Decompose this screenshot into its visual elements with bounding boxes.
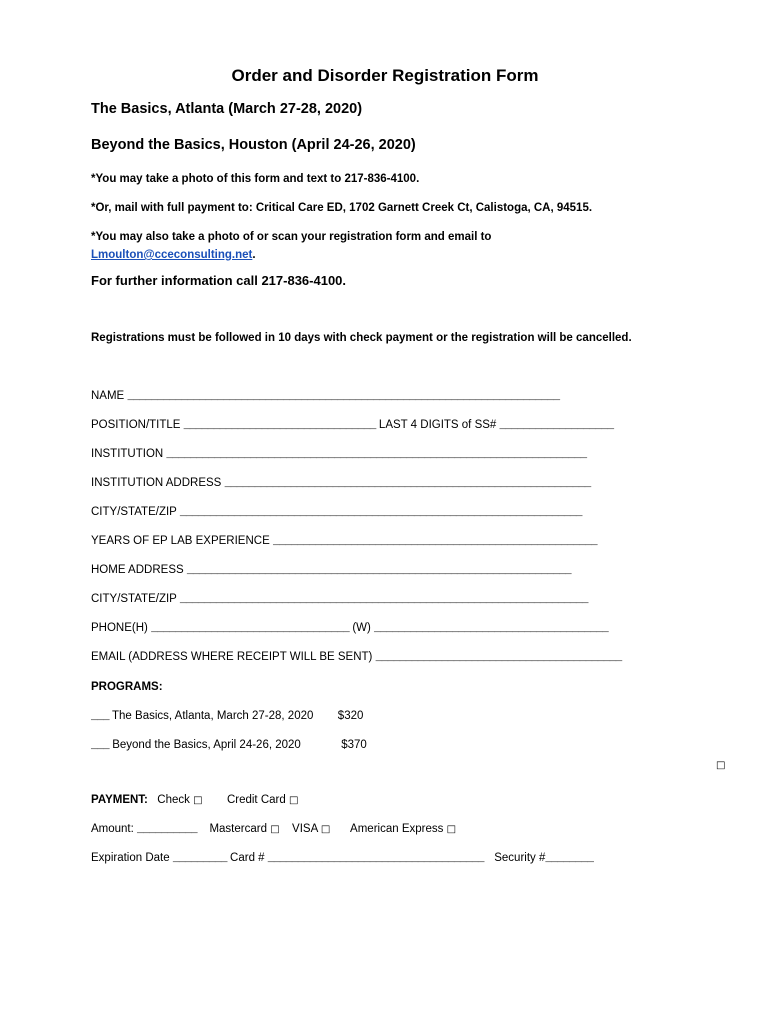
note-email-line bbox=[91, 249, 256, 261]
home-address-label: HOME ADDRESS bbox=[91, 564, 184, 576]
program-name: Beyond the Basics, April 24-26, 2020 bbox=[112, 739, 301, 751]
email-suffix: . bbox=[252, 249, 256, 261]
mastercard-checkbox-icon[interactable]: □ bbox=[270, 824, 280, 835]
ss-label: LAST 4 DIGITS of SS# bbox=[378, 419, 497, 431]
credit-card-option-label: Credit Card bbox=[226, 794, 286, 806]
card-number-line[interactable]: ____________________________________ bbox=[267, 853, 484, 865]
card-type-row bbox=[91, 823, 456, 836]
security-label: Security # bbox=[494, 852, 546, 864]
position-label: POSITION/TITLE bbox=[91, 419, 181, 431]
position-line[interactable]: ________________________________ bbox=[183, 420, 376, 432]
email-line[interactable]: _________________________________________ bbox=[375, 652, 622, 664]
phone-h-label: PHONE(H) bbox=[91, 622, 148, 634]
name-label: NAME bbox=[91, 390, 125, 402]
phone-row bbox=[91, 622, 608, 635]
note-scan: *You may also take a photo of or scan your registration form and email to bbox=[91, 231, 492, 243]
city-state-zip-field-2[interactable] bbox=[91, 593, 588, 606]
check-option-label: Check bbox=[157, 794, 190, 806]
institution-field[interactable] bbox=[91, 448, 586, 461]
amex-label: American Express bbox=[350, 823, 444, 835]
check-checkbox-icon[interactable]: □ bbox=[193, 795, 203, 806]
security-line[interactable]: ________ bbox=[545, 853, 594, 865]
registration-warning: Registrations must be followed in 10 days with check payment or the registration will be cancelled. bbox=[91, 332, 632, 344]
ss-line[interactable]: ___________________ bbox=[499, 420, 614, 432]
email-label: EMAIL (ADDRESS WHERE RECEIPT WILL BE SENT) bbox=[91, 651, 373, 663]
payment-row bbox=[91, 794, 298, 806]
programs-heading: PROGRAMS: bbox=[91, 681, 163, 693]
home-address-field[interactable] bbox=[91, 564, 571, 577]
program-name: The Basics, Atlanta, March 27-28, 2020 bbox=[112, 710, 314, 722]
event-atlanta: The Basics, Atlanta (March 27-28, 2020) bbox=[91, 101, 363, 117]
institution-address-label: INSTITUTION ADDRESS bbox=[91, 477, 222, 489]
form-title: Order and Disorder Registration Form bbox=[231, 66, 539, 85]
visa-checkbox-icon[interactable]: □ bbox=[320, 824, 331, 835]
city-state-zip-label-1: CITY/STATE/ZIP bbox=[91, 506, 177, 518]
email-field[interactable] bbox=[91, 651, 622, 664]
credit-card-checkbox-icon[interactable]: □ bbox=[288, 795, 299, 806]
phone-w-label: (W) bbox=[352, 622, 371, 634]
note-mail: *Or, mail with full payment to: Critical Care ED, 1702 Garnett Creek Ct, Calistoga, CA, 94515. bbox=[91, 202, 593, 214]
expiration-label: Expiration Date bbox=[91, 852, 170, 864]
amount-label: Amount: bbox=[91, 823, 134, 835]
amount-line[interactable]: __________ bbox=[137, 824, 198, 836]
city-state-zip-line-2[interactable]: ____________________________________________________________________ bbox=[179, 594, 588, 606]
card-details-row bbox=[91, 852, 593, 865]
program-checkbox-blank[interactable]: ___ bbox=[91, 740, 110, 752]
checkbox-icon[interactable]: □ bbox=[716, 760, 726, 771]
email-link[interactable]: Lmoulton@cceconsulting.net bbox=[91, 249, 253, 261]
phone-w-line[interactable]: _______________________________________ bbox=[374, 623, 609, 635]
city-state-zip-line-1[interactable]: ___________________________________________________________________ bbox=[179, 507, 582, 519]
institution-address-line[interactable]: _____________________________________________________________ bbox=[224, 478, 591, 490]
amex-checkbox-icon[interactable]: □ bbox=[446, 824, 457, 835]
institution-line[interactable]: ______________________________________________________________________ bbox=[166, 449, 587, 461]
position-ss-row bbox=[91, 419, 614, 432]
program-item[interactable] bbox=[91, 710, 363, 723]
name-line[interactable]: ________________________________________________________________________ bbox=[127, 391, 560, 403]
city-state-zip-label-2: CITY/STATE/ZIP bbox=[91, 593, 177, 605]
program-checkbox-blank[interactable]: ___ bbox=[91, 711, 110, 723]
years-ep-label: YEARS OF EP LAB EXPERIENCE bbox=[91, 535, 270, 547]
home-address-line[interactable]: ________________________________________________________________ bbox=[186, 565, 571, 577]
further-info: For further information call 217-836-4100. bbox=[91, 273, 347, 288]
payment-heading: PAYMENT: bbox=[91, 794, 148, 806]
years-ep-line[interactable]: ______________________________________________________ bbox=[272, 536, 598, 548]
program-price: $320 bbox=[337, 710, 364, 722]
institution-label: INSTITUTION bbox=[91, 448, 164, 460]
institution-address-field[interactable] bbox=[91, 477, 591, 490]
phone-h-line[interactable]: _________________________________ bbox=[151, 623, 350, 635]
program-item[interactable] bbox=[91, 739, 367, 752]
card-number-label: Card # bbox=[230, 852, 265, 864]
city-state-zip-field-1[interactable] bbox=[91, 506, 582, 519]
visa-label: VISA bbox=[292, 823, 318, 835]
note-photo-text: *You may take a photo of this form and text to 217-836-4100. bbox=[91, 173, 420, 185]
expiration-line[interactable]: _________ bbox=[172, 853, 227, 865]
program-price: $370 bbox=[341, 739, 367, 751]
mastercard-label: Mastercard bbox=[209, 823, 267, 835]
years-ep-field[interactable] bbox=[91, 535, 597, 548]
name-field[interactable] bbox=[91, 390, 560, 403]
event-houston: Beyond the Basics, Houston (April 24-26, 2020) bbox=[91, 137, 416, 153]
